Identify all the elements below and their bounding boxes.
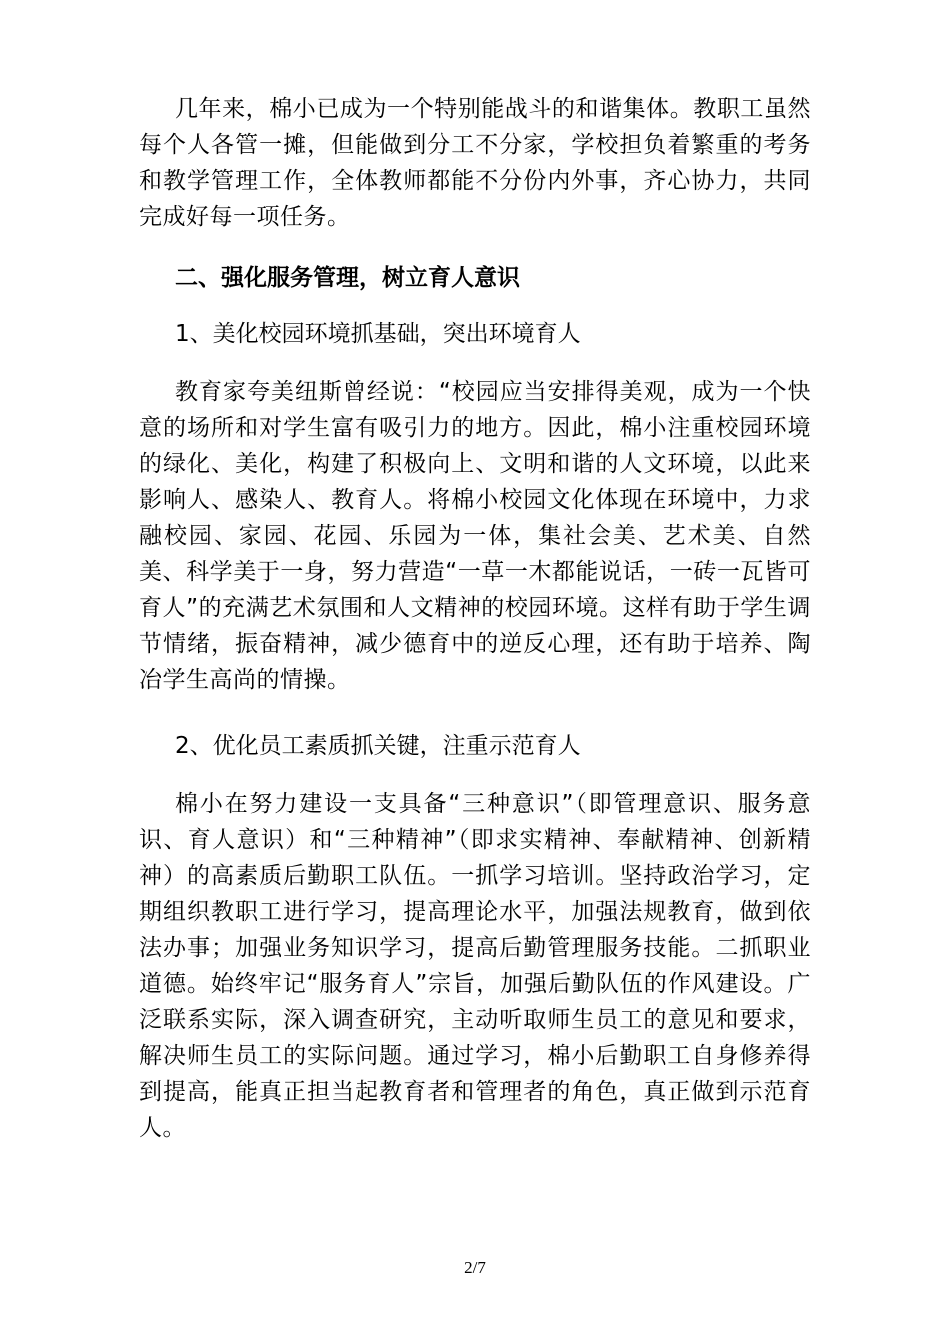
subsection-1-title: 1、美化校园环境抓基础，突出环境育人 bbox=[175, 321, 581, 347]
document-body bbox=[139, 91, 811, 1146]
spacer bbox=[139, 698, 811, 728]
spacer bbox=[139, 296, 811, 316]
section-heading: 二、强化服务管理，树立育人意识 bbox=[175, 265, 520, 291]
subsection-2-title: 2、优化员工素质抓关键，注重示范育人 bbox=[175, 733, 581, 759]
spacer bbox=[139, 764, 811, 786]
page-number: 2/7 bbox=[464, 1258, 486, 1277]
subsection-2-body: 棉小在努力建设一支具备“三种意识”（即管理意识、服务意识、育人意识）和“三种精神”（即求实精神、奉献精神、创新精神）的高素质后勤职工队伍。一抓学习培训。坚持政治学习，定期组织教职工进行学习，提高理论水平，加强法规教育，做到依法办事；加强业务知识学习，提高后勤管理服务技能。二抓职业道德。始终牢记“服务育人”宗旨，加强后勤队伍的作风建设。广泛联系实际，深入调查研究，主动听取师生员工的意见和要求，解决师生员工的实际问题。通过学习，棉小后勤职工自身修养得到提高，能真正担当起教育者和管理者的角色，真正做到示范育人。 bbox=[139, 791, 811, 1141]
spacer bbox=[139, 352, 811, 374]
subsection-1-body: 教育家夸美纽斯曾经说：“校园应当安排得美观，成为一个快意的场所和对学生富有吸引力的地方。因此，棉小注重校园环境的绿化、美化，构建了积极向上、文明和谐的人文环境，以此来影响人、感染人、教育人。将棉小校园文化体现在环境中，力求融校园、家园、花园、乐园为一体，集社会美、艺术美、自然美、科学美于一身，努力营造“一草一木都能说话，一砖一瓦皆可育人”的充满艺术氛围和人文精神的校园环境。这样有助于学生调节情绪，振奋精神，减少德育中的逆反心理，还有助于培养、陶冶学生高尚的情操。 bbox=[139, 379, 811, 693]
paragraph-intro: 几年来，棉小已成为一个特别能战斗的和谐集体。教职工虽然每个人各管一摊，但能做到分工不分家，学校担负着繁重的考务和教学管理工作，全体教师都能不分份内外事，齐心协力，共同完成好每一项任务。 bbox=[139, 96, 811, 230]
spacer bbox=[139, 235, 811, 260]
